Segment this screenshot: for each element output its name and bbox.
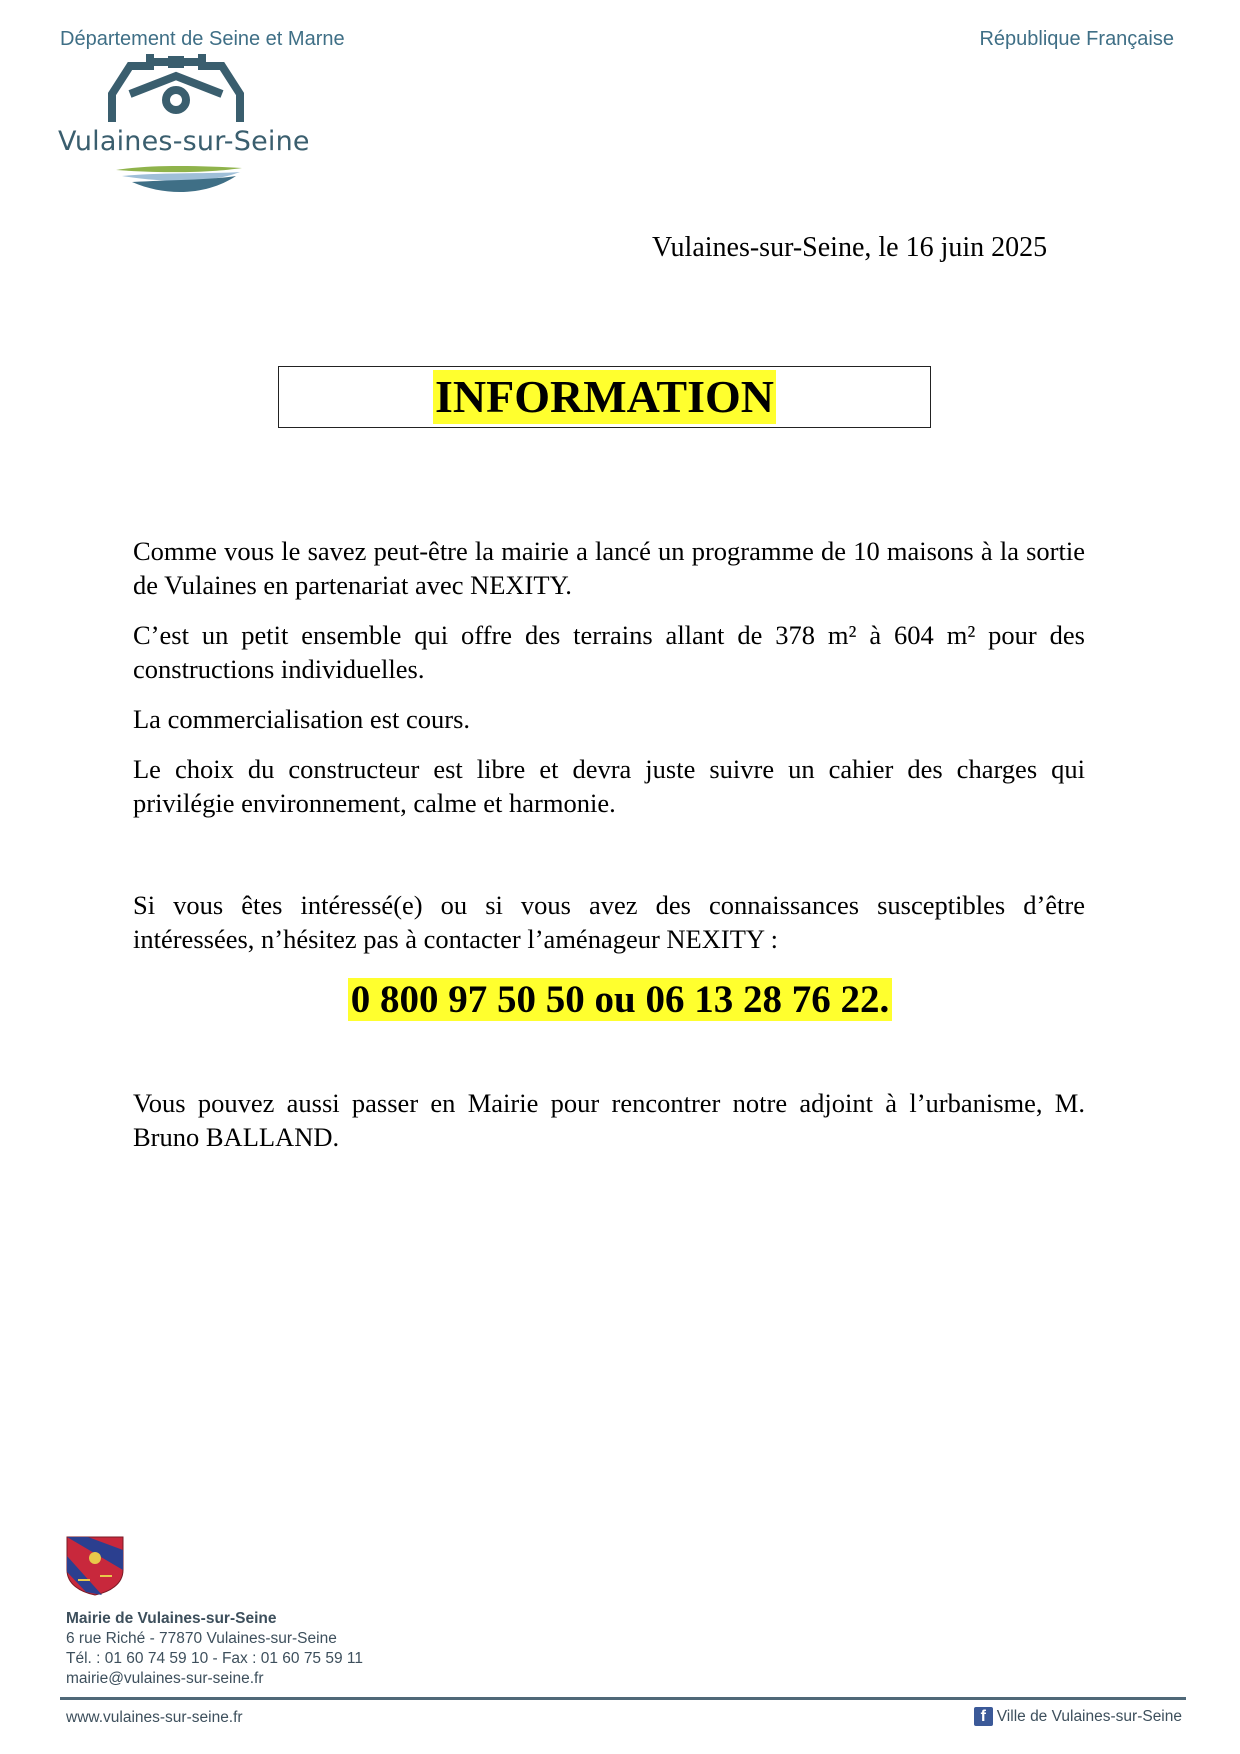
page-title: INFORMATION <box>434 371 775 422</box>
coat-of-arms-icon <box>66 1536 124 1596</box>
department-label: Département de Seine et Marne <box>60 28 345 50</box>
footer-website[interactable]: www.vulaines-sur-seine.fr <box>66 1709 243 1726</box>
footer-divider <box>60 1697 1186 1700</box>
footer-address: 6 rue Riché - 77870 Vulaines-sur-Seine <box>66 1630 337 1647</box>
closing-paragraph: Vous pouvez aussi passer en Mairie pour rencontrer notre adjoint à l’urbanisme, M. Bruno BALLAND. <box>133 1088 1085 1152</box>
paragraph-3: La commercialisation est cours. <box>133 704 471 734</box>
footer-facebook[interactable] <box>974 1707 1182 1726</box>
phone-numbers: 0 800 97 50 50 ou 06 13 28 76 22. <box>348 978 892 1021</box>
town-logo-icon <box>108 54 244 124</box>
republic-label: République Française <box>979 28 1174 50</box>
paragraph-4: Le choix du constructeur est libre et devra juste suivre un cahier des charges qui privilégie environnement, calme et harmonie. <box>133 754 1085 818</box>
paragraph-1: Comme vous le savez peut-être la mairie a lancé un programme de 10 maisons à la sortie de Vulaines en partenariat avec NEXITY. <box>133 536 1085 600</box>
contact-block <box>133 888 1085 956</box>
waves-icon <box>114 164 244 200</box>
town-name: Vulaines-sur-Seine <box>58 126 310 157</box>
body-paragraphs <box>133 534 1085 820</box>
facebook-icon: f <box>974 1707 993 1726</box>
footer-phone-fax: Tél. : 01 60 74 59 10 - Fax : 01 60 75 59 11 <box>66 1650 363 1667</box>
closing-block <box>133 1086 1085 1154</box>
footer-org-name: Mairie de Vulaines-sur-Seine <box>66 1610 277 1627</box>
footer-contact <box>66 1609 363 1689</box>
footer-email[interactable]: mairie@vulaines-sur-seine.fr <box>66 1670 264 1687</box>
contact-paragraph: Si vous êtes intéressé(e) ou si vous avez des connaissances susceptibles d’être intéressées, n’hésitez pas à contacter l’aménageur NEXITY : <box>133 890 1085 954</box>
phone-line <box>0 976 1240 1024</box>
date-line: Vulaines-sur-Seine, le 16 juin 2025 <box>652 232 1048 263</box>
title-box <box>278 366 931 428</box>
paragraph-2: C’est un petit ensemble qui offre des terrains allant de 378 m² à 604 m² pour des constructions individuelles. <box>133 620 1085 684</box>
footer-facebook-label: Ville de Vulaines-sur-Seine <box>996 1707 1182 1725</box>
